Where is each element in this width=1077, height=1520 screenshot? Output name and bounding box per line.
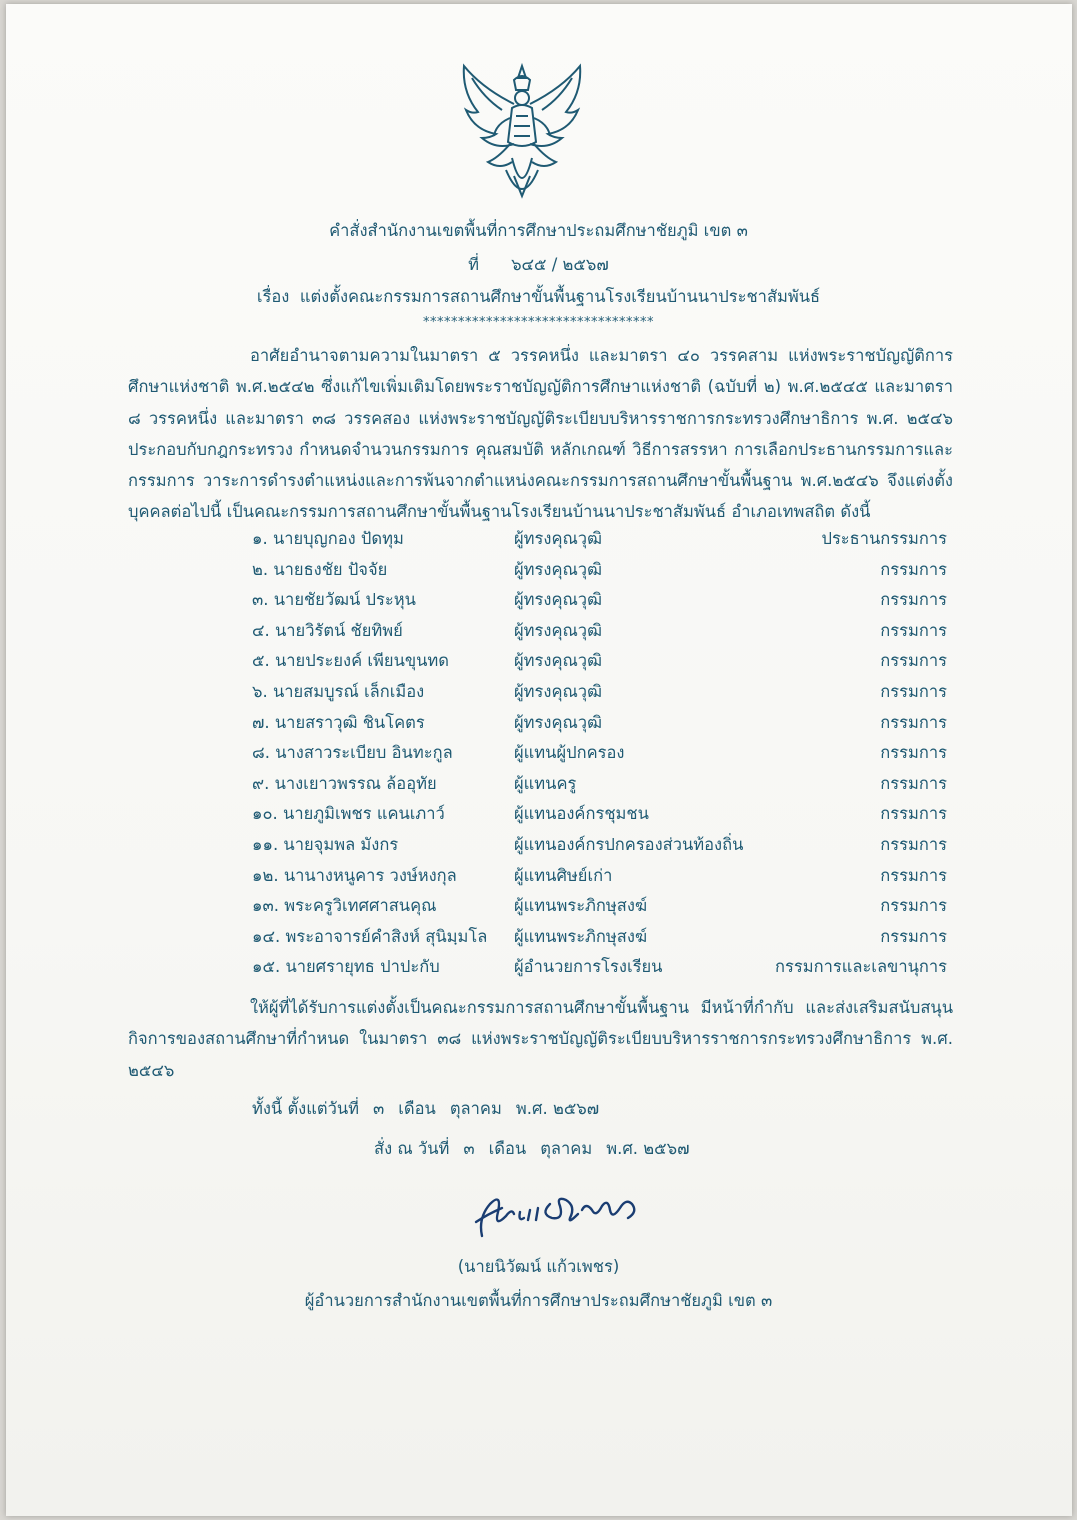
order-number-label: ที่ <box>468 255 480 274</box>
member-name: ๑๓. พระครูวิเทศศาสนคุณ <box>252 896 437 916</box>
member-role: กรรมการ <box>880 620 947 640</box>
effective-date-line <box>252 1098 613 1120</box>
signed-prefix: สั่ง ณ วันที่ <box>374 1139 450 1158</box>
member-category: ผู้แทนผู้ปกครอง <box>514 743 625 763</box>
signed-month-label: เดือน <box>488 1139 527 1158</box>
member-name: ๑๐. นายภูมิเพชร แคนเภาว์ <box>252 804 445 824</box>
garuda-emblem-icon <box>452 58 592 208</box>
member-row <box>0 861 1077 891</box>
member-role: กรรมการ <box>880 804 947 824</box>
order-number-line <box>0 254 1077 276</box>
duties-paragraph <box>128 992 953 1086</box>
signed-date-line <box>374 1138 704 1160</box>
order-title: คำสั่งสำนักงานเขตพื้นที่การศึกษาประถมศึกษาชัยภูมิ เขต ๓ <box>329 221 748 240</box>
member-row <box>0 555 1077 585</box>
signed-month: ตุลาคม <box>540 1139 593 1158</box>
signer-title: ผู้อำนวยการสำนักงานเขตพื้นที่การศึกษาประถมศึกษาชัยภูมิ เขต ๓ <box>304 1291 773 1310</box>
member-category: ผู้แทนครู <box>514 773 577 793</box>
member-role: กรรมการ <box>880 743 947 763</box>
member-name: ๑. นายบุญกอง ปัดทุม <box>252 529 404 548</box>
member-category: ผู้แทนองค์กรชุมชน <box>514 804 649 824</box>
member-category: ผู้ทรงคุณวุฒิ <box>514 620 602 640</box>
member-category: ผู้ทรงคุณวุฒิ <box>514 651 602 671</box>
member-name: ๖. นายสมบูรณ์ เล็กเมือง <box>252 682 425 701</box>
member-name: ๓. นายชัยวัฒน์ ประหุน <box>252 590 416 610</box>
member-role: กรรมการ <box>880 896 947 916</box>
member-role: กรรมการ <box>880 835 947 854</box>
member-category: ผู้แทนองค์กรปกครองส่วนท้องถิ่น <box>514 835 744 854</box>
order-number: ๖๔๕ / ๒๕๖๗ <box>511 255 609 274</box>
signer-name: (นายนิวัฒน์ แก้วเพชร) <box>457 1257 620 1276</box>
member-row <box>0 891 1077 921</box>
member-row <box>0 616 1077 646</box>
member-name: ๘. นางสาวระเบียบ อินทะกูล <box>252 743 453 763</box>
member-category: ผู้อำนวยการโรงเรียน <box>514 957 663 977</box>
member-name: ๑๑. นายจุมพล มังกร <box>252 835 399 854</box>
member-row <box>0 738 1077 768</box>
member-role: กรรมการ <box>880 712 947 732</box>
member-role: กรรมการ <box>880 773 947 793</box>
member-name: ๙. นางเยาวพรรณ ล้ออุทัย <box>252 773 437 793</box>
member-category: ผู้ทรงคุณวุฒิ <box>514 712 602 732</box>
member-row <box>0 677 1077 707</box>
subject-line <box>0 286 1077 308</box>
member-name: ๔. นายวิรัตน์ ชัยทิพย์ <box>252 620 403 640</box>
member-row <box>0 830 1077 860</box>
member-row <box>0 922 1077 952</box>
member-category: ผู้ทรงคุณวุฒิ <box>514 682 602 701</box>
member-name: ๑๒. นานางหนูคาร วงษ์หงกุล <box>252 865 457 885</box>
member-row <box>0 524 1077 554</box>
member-row <box>0 952 1077 982</box>
effective-month: ตุลาคม <box>449 1099 502 1118</box>
member-name: ๒. นายธงชัย ปัจจัย <box>252 559 388 579</box>
member-name: ๑๔. พระอาจารย์คำสิงห์ สุนิมฺมโล <box>252 926 488 946</box>
member-role: กรรมการและเลขานุการ <box>774 957 947 977</box>
member-category: ผู้แทนพระภิกษุสงฆ์ <box>514 896 648 916</box>
signed-day: ๓ <box>463 1139 475 1158</box>
effective-day: ๓ <box>373 1099 385 1118</box>
duties-text: ให้ผู้ที่ได้รับการแต่งตั้งเป็นคณะกรรมการสถานศึกษาขั้นพื้นฐาน มีหน้าที่กำกับ และส่งเสริมสนับสนุนกิจการของสถานศึกษาที่กำหนด ในมาตรา ๓๘ แห่งพระราชบัญญัติระเบียบบริหารราชการกระทรวงศึกษาธิการ พ.ศ. ๒๕๔๖ <box>128 998 953 1080</box>
member-category: ผู้แทนศิษย์เก่า <box>514 865 613 885</box>
member-category: ผู้ทรงคุณวุฒิ <box>514 590 602 610</box>
member-role: กรรมการ <box>880 865 947 885</box>
member-name: ๗. นายสราวุฒิ ชินโคตร <box>252 712 425 732</box>
member-category: ผู้ทรงคุณวุฒิ <box>514 529 602 548</box>
member-role: กรรมการ <box>880 651 947 671</box>
member-role: ประธานกรรมการ <box>821 529 947 548</box>
member-row <box>0 646 1077 676</box>
member-row <box>0 585 1077 615</box>
effective-month-label: เดือน <box>398 1099 436 1118</box>
effective-prefix: ทั้งนี้ ตั้งแต่วันที่ <box>252 1099 360 1118</box>
handwritten-signature <box>468 1178 648 1248</box>
separator-stars: ********************************* <box>423 315 654 330</box>
authority-text: อาศัยอำนาจตามความในมาตรา ๕ วรรคหนึ่ง และมาตรา ๔๐ วรรคสาม แห่งพระราชบัญญัติการศึกษาแห่งชาติ พ.ศ.๒๕๔๒ ซึ่งแก้ไขเพิ่มเติมโดยพระราชบัญญัติการศึกษาแห่งชาติ (ฉบับที่ ๒) พ.ศ.๒๕๔๕ และมาตรา ๘ วรรคหนึ่ง และมาตรา ๓๘ วรรคสอง แห่งพระราชบัญญัติระเบียบบริหารราชการกระทรวงศึกษาธิการ พ.ศ. ๒๕๔๖ ประกอบกับกฎกระทรวง กำหนดจำนวนกรรมการ คุณสมบัติ หลักเกณฑ์ วิธีการสรรหา การเลือกประธานกรรมการและกรรมการ วาระการดำรงตำแหน่งและการพ้นจากตำแหน่งคณะกรรมการสถานศึกษาขั้นพื้นฐาน พ.ศ.๒๕๔๖ จึงแต่งตั้งบุคคลต่อไปนี้ เป็นคณะกรรมการสถานศึกษาขั้นพื้นฐานโรงเรียนบ้านนาประชาสัมพันธ์ อำเภอเทพสถิต ดังนี้ <box>128 346 953 522</box>
member-role: กรรมการ <box>880 926 947 946</box>
effective-year: พ.ศ. ๒๕๖๗ <box>515 1099 600 1118</box>
authority-paragraph <box>128 340 953 528</box>
member-role: กรรมการ <box>880 590 947 610</box>
member-name: ๑๕. นายศรายุทธ ปาปะกับ <box>252 957 440 977</box>
member-category: ผู้ทรงคุณวุฒิ <box>514 559 602 579</box>
member-role: กรรมการ <box>880 682 947 701</box>
member-category: ผู้แทนพระภิกษุสงฆ์ <box>514 926 648 946</box>
member-row <box>0 708 1077 738</box>
member-name: ๕. นายประยงค์ เพียนขุนทด <box>252 651 450 671</box>
subject-text: แต่งตั้งคณะกรรมการสถานศึกษาขั้นพื้นฐานโรงเรียนบ้านนาประชาสัมพันธ์ <box>299 287 821 306</box>
signed-year: พ.ศ. ๒๕๖๗ <box>606 1139 690 1158</box>
member-row <box>0 769 1077 799</box>
subject-label: เรื่อง <box>256 287 290 306</box>
member-role: กรรมการ <box>880 559 947 579</box>
member-row <box>0 799 1077 829</box>
